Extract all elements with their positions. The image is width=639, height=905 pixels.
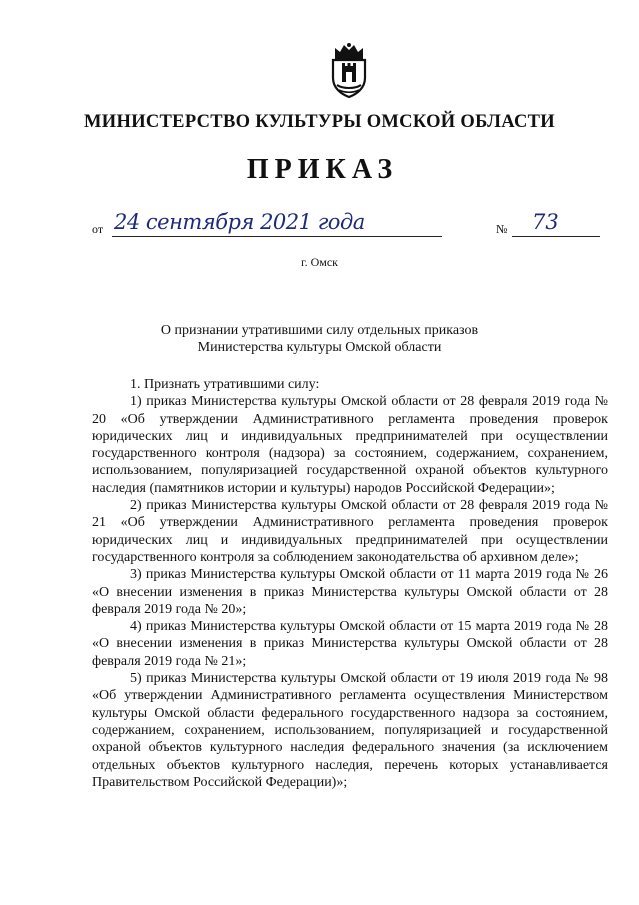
number-prefix: № xyxy=(496,222,508,236)
coat-of-arms-icon xyxy=(327,42,371,98)
body-paragraph: 1. Признать утратившими силу: xyxy=(130,377,320,392)
number-underline xyxy=(512,236,600,237)
body-paragraph: 5) приказ Министерства культуры Омской области от 19 июля 2019 года № 98 «Об утверждении Административного регламента осуществления Министерством культуры Омской области федерального государственного надзора за состоянием, содержанием, сохранением, использованием, популяризацией и государственной охраной объектов культурного наследия федерального значения (за исключением отдельных объектов культурного наследия, перечень которых устанавливается Правительством Российской Федерации)»; xyxy=(92,671,608,790)
body-paragraph: 1) приказ Министерства культуры Омской области от 28 февраля 2019 года № 20 «Об утверждении Административного регламента проведения проверок юридических лиц и индивидуальных предпринимателей при осуществлении государственного контроля (надзора) за состоянием, содержанием, сохранением, использованием, популяризацией государственной охраной объектов культурного наследия (памятников истории и культуры) народов Российской Федерации»; xyxy=(92,394,608,496)
date-number-row xyxy=(92,212,602,240)
document-body xyxy=(92,376,608,791)
ministry-title: МИНИСТЕРСТВО КУЛЬТУРЫ ОМСКОЙ ОБЛАСТИ xyxy=(84,112,555,132)
body-paragraph: 2) приказ Министерства культуры Омской области от 28 февраля 2019 года № 21 «Об утверждении Административного регламента проведения проверок юридических лиц и индивидуальных предпринимателей при осуществлении государственного контроля за соблюдением законодательства об архивном деле»; xyxy=(92,498,608,565)
handwritten-number: 73 xyxy=(532,210,559,234)
date-underline xyxy=(112,236,442,237)
handwritten-date: 24 сентября 2021 года xyxy=(114,210,365,234)
document-type-title: ПРИКАЗ xyxy=(246,154,399,185)
subject-heading xyxy=(0,322,639,356)
body-paragraph: 3) приказ Министерства культуры Омской области от 11 марта 2019 года № 26 «О внесении изменения в приказ Министерства культуры Омской области от 28 февраля 2019 года № 20»; xyxy=(92,567,608,617)
subject-line-1: О признании утратившими силу отдельных приказов xyxy=(160,323,479,338)
city-label: г. Омск xyxy=(301,255,338,269)
date-prefix: от xyxy=(92,222,104,236)
subject-line-2: Министерства культуры Омской области xyxy=(197,340,442,355)
body-paragraph: 4) приказ Министерства культуры Омской области от 15 марта 2019 года № 28 «О внесении изменения в приказ Министерства культуры Омской области от 28 февраля 2019 года № 21»; xyxy=(92,619,608,669)
